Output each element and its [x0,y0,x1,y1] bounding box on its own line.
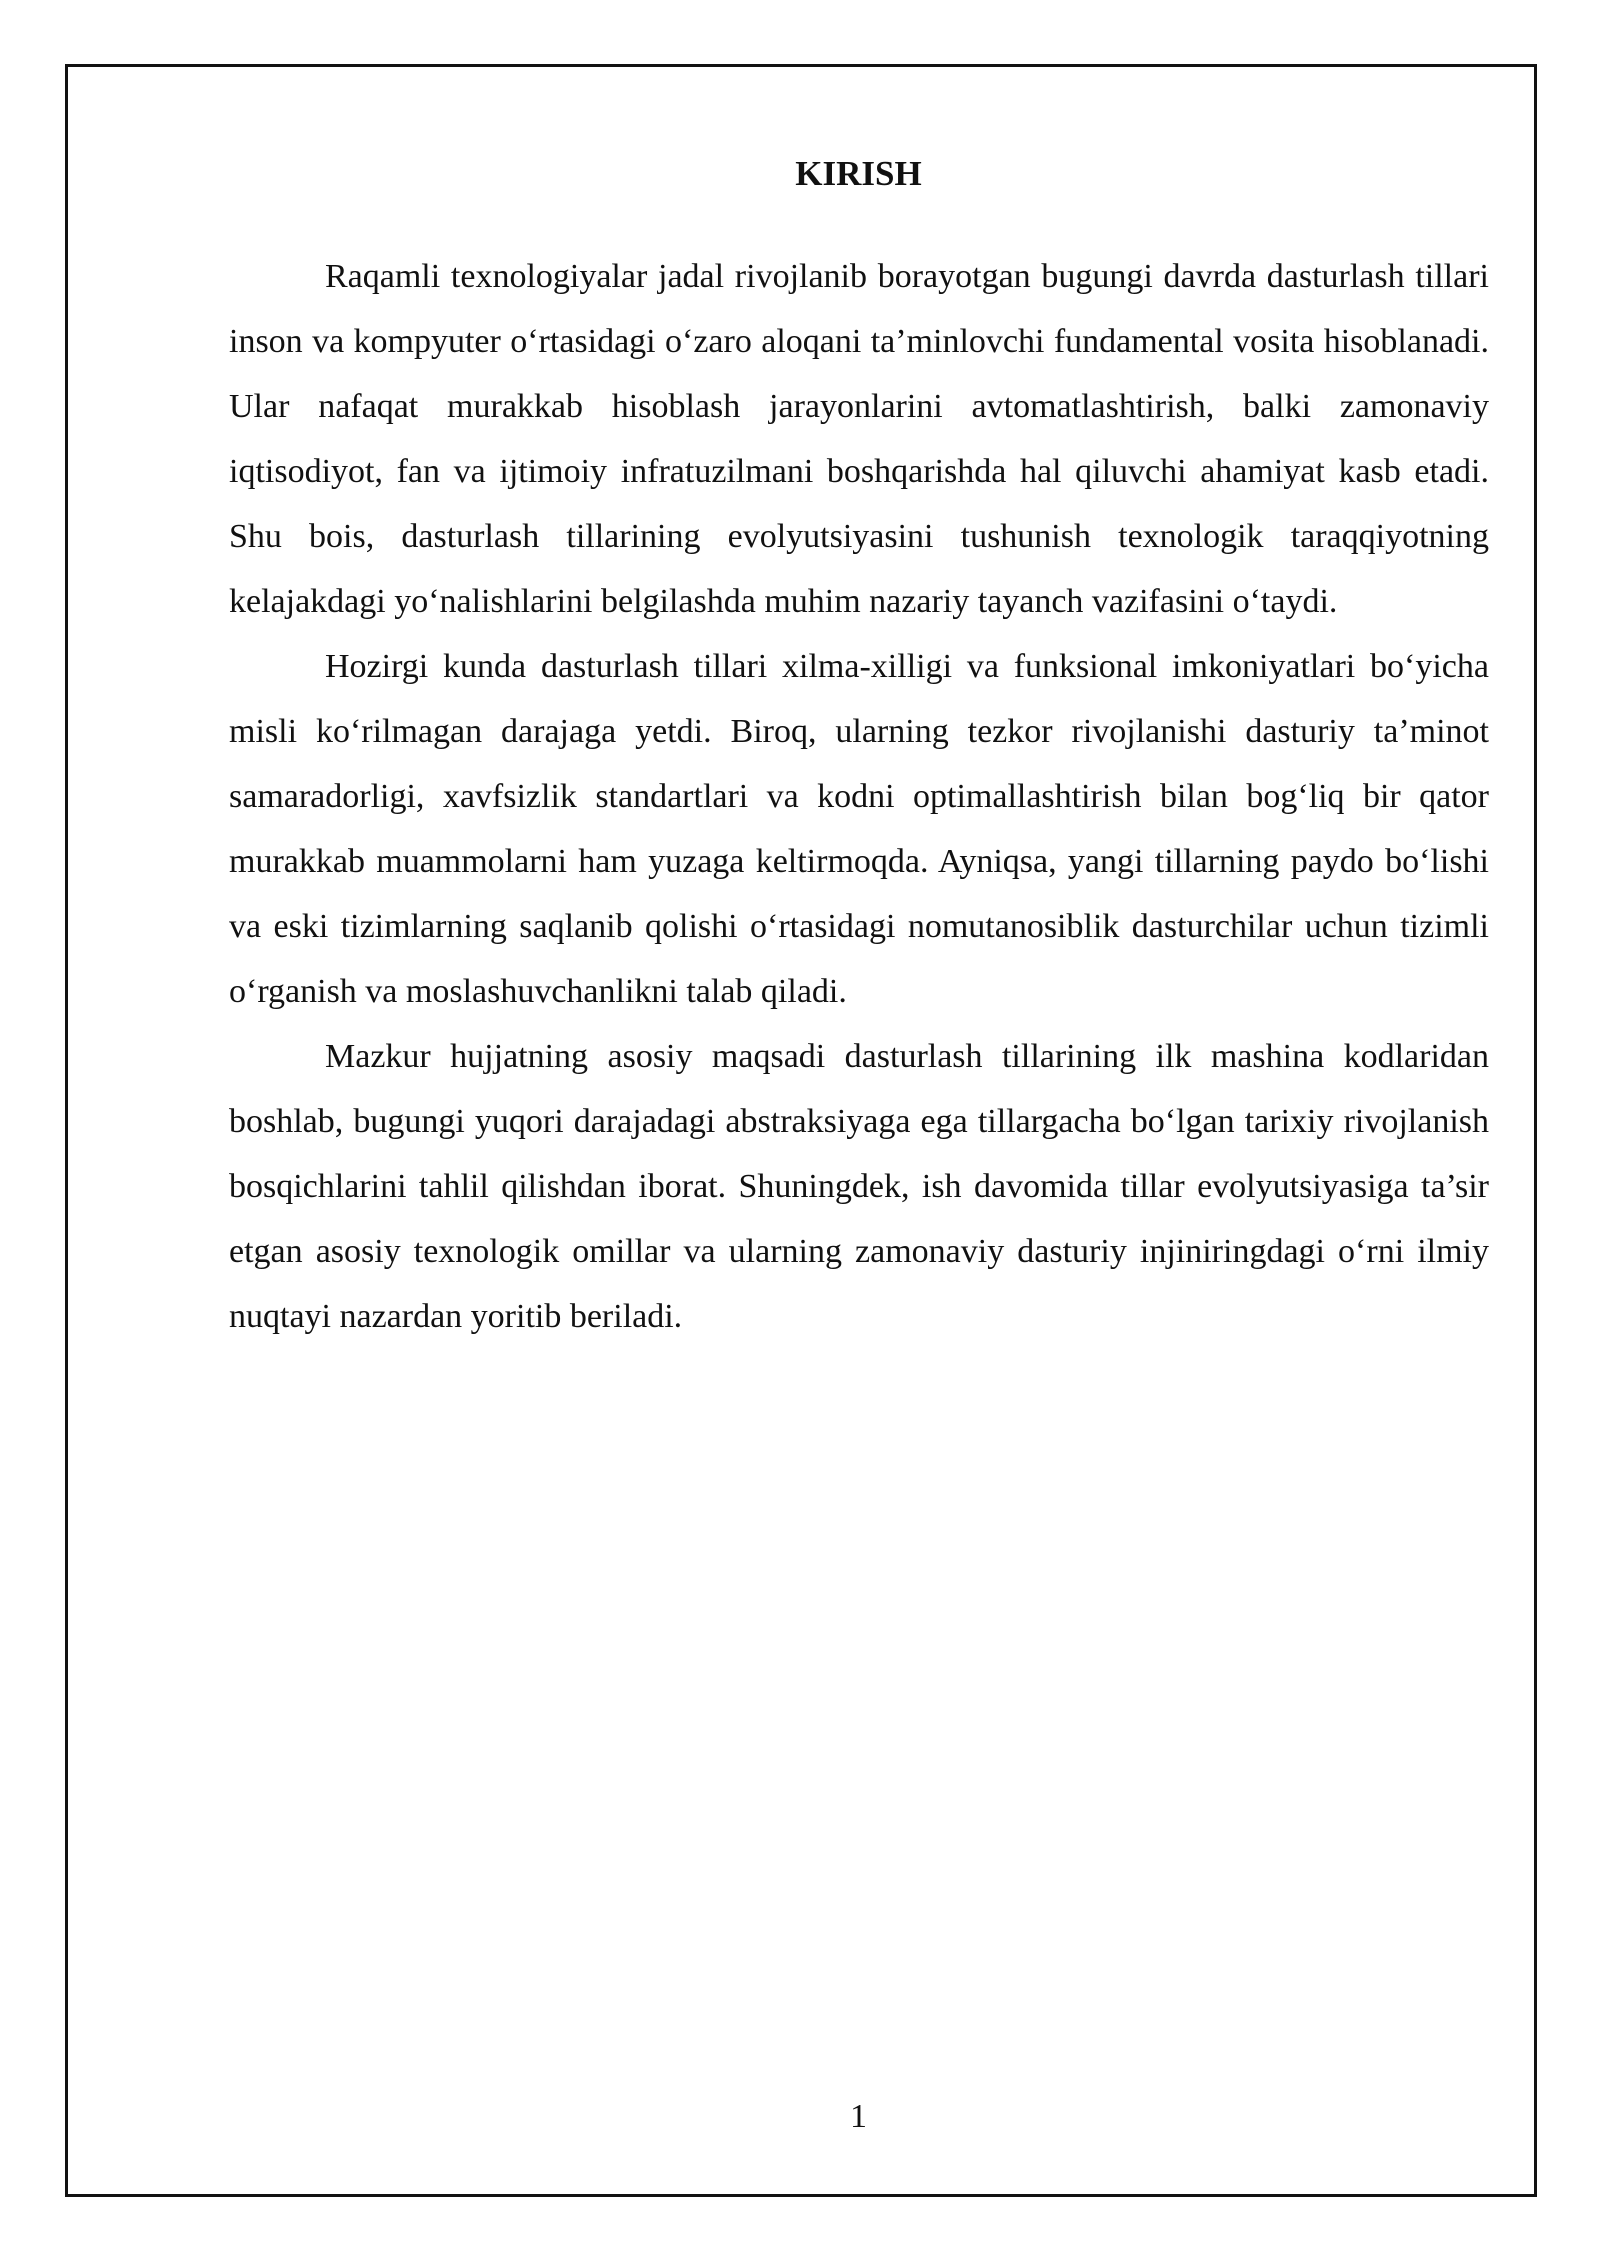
page-number: 1 [850,2098,867,2135]
document-title: KIRISH [795,154,922,193]
document-body [229,244,1489,1349]
paragraph-problems: Hozirgi kunda dasturlash tillari xilma-xilligi va funksional imkoniyatlari bo‘yicha misli ko‘rilmagan darajaga yetdi. Biroq, ularning tezkor rivojlanishi dasturiy ta’minot samaradorligi, xavfsizlik standartlari va kodni optimallashtirish bilan bog‘liq bir qator murakkab muammolarni ham yuzaga keltirmoqda. Ayniqsa, yangi tillarning paydo bo‘lishi va eski tizimlarning saqlanib qolishi o‘rtasidagi nomutanosiblik dasturchilar uchun tizimli o‘rganish va moslashuvchanlikni talab qiladi. [229,648,1489,1010]
paragraph-purpose: Mazkur hujjatning asosiy maqsadi dasturlash tillarining ilk mashina kodlaridan boshlab, bugungi yuqori darajadagi abstraksiyaga ega tillargacha bo‘lgan tarixiy rivojlanish bosqichlarini tahlil qilishdan iborat. Shuningdek, ish davomida tillar evolyutsiyasiga ta’sir etgan asosiy texnologik omillar va ularning zamonaviy dasturiy injiniringdagi o‘rni ilmiy nuqtayi nazardan yoritib beriladi. [229,1038,1489,1335]
paragraph-intro: Raqamli texnologiyalar jadal rivojlanib borayotgan bugungi davrda dasturlash tillari inson va kompyuter o‘rtasidagi o‘zaro aloqani ta’minlovchi fundamental vosita hisoblanadi. Ular nafaqat murakkab hisoblash jarayonlarini avtomatlashtirish, balki zamonaviy iqtisodiyot, fan va ijtimoiy infratuzilmani boshqarishda hal qiluvchi ahamiyat kasb etadi. Shu bois, dasturlash tillarining evolyutsiyasini tushunish texnologik taraqqiyotning kelajakdagi yo‘nalishlarini belgilashda muhim nazariy tayanch vazifasini o‘taydi. [229,258,1489,620]
